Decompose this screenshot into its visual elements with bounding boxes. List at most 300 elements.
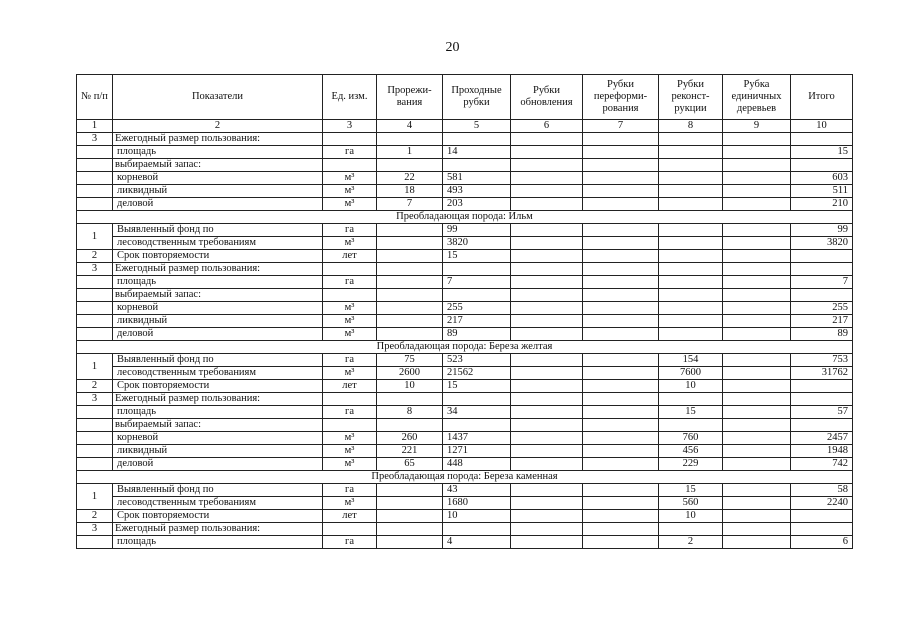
value-cell: 760: [659, 432, 723, 445]
row-number: [77, 419, 113, 432]
value-cell: [377, 302, 443, 315]
header-cell: Рубки реконст-рукции: [659, 75, 723, 120]
value-cell: [791, 523, 853, 536]
value-cell: 154: [659, 354, 723, 367]
value-cell: [723, 419, 791, 432]
value-cell: [377, 393, 443, 406]
value-cell: [583, 276, 659, 289]
column-number: 3: [323, 120, 377, 133]
table-row: [77, 133, 853, 146]
value-cell: [511, 497, 583, 510]
column-number: 7: [583, 120, 659, 133]
section-row: [77, 341, 853, 354]
indicator-label: Выявленный фонд по: [113, 224, 323, 237]
column-number: 9: [723, 120, 791, 133]
value-cell: 10: [659, 510, 723, 523]
value-cell: [583, 458, 659, 471]
value-cell: 15: [443, 380, 511, 393]
unit-cell: лет: [323, 510, 377, 523]
value-cell: [511, 367, 583, 380]
unit-cell: м³: [323, 302, 377, 315]
value-cell: 10: [659, 380, 723, 393]
value-cell: [583, 159, 659, 172]
header-cell: Итого: [791, 75, 853, 120]
value-cell: [723, 380, 791, 393]
value-cell: 21562: [443, 367, 511, 380]
indicator-label: корневой: [113, 172, 323, 185]
indicator-label: Ежегодный размер пользования:: [113, 263, 323, 276]
row-number: 2: [77, 380, 113, 393]
value-cell: [443, 159, 511, 172]
row-number: [77, 406, 113, 419]
value-cell: [723, 146, 791, 159]
value-cell: 2600: [377, 367, 443, 380]
value-cell: [659, 146, 723, 159]
value-cell: [583, 185, 659, 198]
row-number: [77, 198, 113, 211]
row-number: 2: [77, 250, 113, 263]
indicator-label: Выявленный фонд по: [113, 484, 323, 497]
column-number: 4: [377, 120, 443, 133]
value-cell: [443, 133, 511, 146]
value-cell: 10: [377, 380, 443, 393]
row-number: 3: [77, 133, 113, 146]
value-cell: 6: [791, 536, 853, 549]
table-row: [77, 419, 853, 432]
value-cell: [377, 523, 443, 536]
row-number: [77, 159, 113, 172]
forest-use-table: [76, 74, 853, 549]
value-cell: [583, 198, 659, 211]
value-cell: 2: [659, 536, 723, 549]
value-cell: [511, 419, 583, 432]
value-cell: [511, 185, 583, 198]
value-cell: [377, 328, 443, 341]
section-title: Преобладающая порода: Береза желтая: [77, 341, 853, 354]
indicator-label: ликвидный: [113, 445, 323, 458]
column-number: 2: [113, 120, 323, 133]
unit-cell: га: [323, 536, 377, 549]
indicator-label: выбираемый запас:: [113, 159, 323, 172]
value-cell: [723, 250, 791, 263]
value-cell: [659, 224, 723, 237]
value-cell: 255: [791, 302, 853, 315]
value-cell: [511, 250, 583, 263]
section-row: [77, 471, 853, 484]
value-cell: [511, 276, 583, 289]
value-cell: [511, 432, 583, 445]
value-cell: [659, 172, 723, 185]
value-cell: [511, 146, 583, 159]
unit-cell: м³: [323, 445, 377, 458]
value-cell: 3820: [443, 237, 511, 250]
value-cell: [583, 224, 659, 237]
value-cell: [723, 393, 791, 406]
value-cell: [583, 315, 659, 328]
value-cell: 260: [377, 432, 443, 445]
value-cell: [583, 172, 659, 185]
value-cell: 221: [377, 445, 443, 458]
value-cell: [723, 354, 791, 367]
value-cell: [791, 263, 853, 276]
value-cell: [659, 315, 723, 328]
value-cell: 1437: [443, 432, 511, 445]
indicator-label: Срок повторяемости: [113, 380, 323, 393]
value-cell: [377, 224, 443, 237]
indicator-label: выбираемый запас:: [113, 289, 323, 302]
value-cell: 753: [791, 354, 853, 367]
value-cell: [583, 250, 659, 263]
value-cell: [511, 406, 583, 419]
row-number: 3: [77, 523, 113, 536]
column-number: 10: [791, 120, 853, 133]
table-row: [77, 367, 853, 380]
value-cell: [659, 289, 723, 302]
value-cell: 742: [791, 458, 853, 471]
indicator-label: корневой: [113, 432, 323, 445]
unit-cell: [323, 133, 377, 146]
table-row: [77, 289, 853, 302]
value-cell: [511, 172, 583, 185]
value-cell: [377, 276, 443, 289]
value-cell: [511, 328, 583, 341]
value-cell: 3820: [791, 237, 853, 250]
value-cell: 18: [377, 185, 443, 198]
value-cell: [659, 302, 723, 315]
value-cell: [511, 354, 583, 367]
value-cell: [377, 250, 443, 263]
value-cell: 456: [659, 445, 723, 458]
table-row: [77, 497, 853, 510]
value-cell: [723, 224, 791, 237]
row-number: [77, 315, 113, 328]
value-cell: 8: [377, 406, 443, 419]
table-row: [77, 159, 853, 172]
value-cell: [659, 198, 723, 211]
value-cell: [377, 497, 443, 510]
value-cell: 43: [443, 484, 511, 497]
table-row: [77, 445, 853, 458]
unit-cell: [323, 159, 377, 172]
table-row: [77, 315, 853, 328]
value-cell: 15: [443, 250, 511, 263]
value-cell: [511, 224, 583, 237]
unit-cell: [323, 419, 377, 432]
value-cell: [583, 354, 659, 367]
value-cell: [443, 393, 511, 406]
value-cell: [377, 133, 443, 146]
value-cell: [723, 133, 791, 146]
header-cell: Рубка единичных деревьев: [723, 75, 791, 120]
value-cell: 511: [791, 185, 853, 198]
unit-cell: м³: [323, 367, 377, 380]
table-row: [77, 510, 853, 523]
column-number: 6: [511, 120, 583, 133]
indicator-label: деловой: [113, 458, 323, 471]
indicator-label: площадь: [113, 276, 323, 289]
header-cell: Проходные рубки: [443, 75, 511, 120]
value-cell: [791, 393, 853, 406]
table-row: [77, 172, 853, 185]
indicator-label: деловой: [113, 198, 323, 211]
row-number: 1: [77, 484, 113, 510]
value-cell: [723, 458, 791, 471]
value-cell: 229: [659, 458, 723, 471]
value-cell: [511, 523, 583, 536]
table-row: [77, 406, 853, 419]
indicator-label: Ежегодный размер пользования:: [113, 523, 323, 536]
value-cell: [791, 289, 853, 302]
table-row: [77, 250, 853, 263]
value-cell: 210: [791, 198, 853, 211]
header-cell: Ед. изм.: [323, 75, 377, 120]
unit-cell: га: [323, 276, 377, 289]
value-cell: [723, 510, 791, 523]
unit-cell: м³: [323, 458, 377, 471]
value-cell: [723, 328, 791, 341]
table-row: [77, 432, 853, 445]
indicator-label: деловой: [113, 328, 323, 341]
value-cell: 2457: [791, 432, 853, 445]
value-cell: [723, 445, 791, 458]
value-cell: [511, 237, 583, 250]
indicator-label: Срок повторяемости: [113, 250, 323, 263]
value-cell: [659, 185, 723, 198]
unit-cell: [323, 393, 377, 406]
indicator-label: лесоводственным требованиям: [113, 497, 323, 510]
value-cell: [723, 185, 791, 198]
value-cell: [659, 250, 723, 263]
value-cell: [723, 276, 791, 289]
value-cell: [377, 263, 443, 276]
value-cell: [583, 263, 659, 276]
column-number-row: [77, 120, 853, 133]
row-number: 3: [77, 393, 113, 406]
value-cell: 99: [791, 224, 853, 237]
value-cell: 523: [443, 354, 511, 367]
unit-cell: га: [323, 406, 377, 419]
section-row: [77, 211, 853, 224]
value-cell: [377, 289, 443, 302]
unit-cell: м³: [323, 172, 377, 185]
value-cell: [511, 445, 583, 458]
unit-cell: м³: [323, 185, 377, 198]
row-number: [77, 185, 113, 198]
table-row: [77, 484, 853, 497]
table-row: [77, 276, 853, 289]
value-cell: [377, 237, 443, 250]
row-number: [77, 445, 113, 458]
value-cell: 99: [443, 224, 511, 237]
value-cell: 1680: [443, 497, 511, 510]
value-cell: [659, 393, 723, 406]
value-cell: [791, 159, 853, 172]
header-cell: Показатели: [113, 75, 323, 120]
value-cell: [723, 315, 791, 328]
unit-cell: [323, 289, 377, 302]
value-cell: [791, 510, 853, 523]
unit-cell: га: [323, 354, 377, 367]
unit-cell: лет: [323, 380, 377, 393]
value-cell: 7: [443, 276, 511, 289]
row-number: [77, 302, 113, 315]
indicator-label: ликвидный: [113, 315, 323, 328]
value-cell: 1948: [791, 445, 853, 458]
value-cell: [659, 133, 723, 146]
value-cell: [443, 523, 511, 536]
indicator-label: корневой: [113, 302, 323, 315]
value-cell: [659, 523, 723, 536]
unit-cell: га: [323, 484, 377, 497]
header-row: [77, 75, 853, 120]
value-cell: [723, 432, 791, 445]
value-cell: 75: [377, 354, 443, 367]
header-cell: № п/п: [77, 75, 113, 120]
value-cell: [659, 237, 723, 250]
table-row: [77, 302, 853, 315]
value-cell: [377, 510, 443, 523]
unit-cell: [323, 523, 377, 536]
row-number: 1: [77, 224, 113, 250]
table-row: [77, 328, 853, 341]
indicator-label: Ежегодный размер пользования:: [113, 133, 323, 146]
header-cell: Рубки переформи-рования: [583, 75, 659, 120]
value-cell: 89: [791, 328, 853, 341]
column-number: 8: [659, 120, 723, 133]
indicator-label: Ежегодный размер пользования:: [113, 393, 323, 406]
value-cell: 493: [443, 185, 511, 198]
value-cell: [511, 380, 583, 393]
value-cell: [583, 289, 659, 302]
value-cell: 14: [443, 146, 511, 159]
value-cell: [511, 393, 583, 406]
value-cell: 203: [443, 198, 511, 211]
indicator-label: ликвидный: [113, 185, 323, 198]
value-cell: 7: [377, 198, 443, 211]
value-cell: [723, 263, 791, 276]
row-number: 2: [77, 510, 113, 523]
indicator-label: площадь: [113, 146, 323, 159]
value-cell: [511, 198, 583, 211]
value-cell: [583, 302, 659, 315]
row-number: [77, 328, 113, 341]
table-row: [77, 224, 853, 237]
value-cell: [659, 328, 723, 341]
value-cell: 10: [443, 510, 511, 523]
unit-cell: га: [323, 146, 377, 159]
value-cell: 560: [659, 497, 723, 510]
value-cell: 217: [443, 315, 511, 328]
table-row: [77, 185, 853, 198]
value-cell: [511, 510, 583, 523]
value-cell: [377, 484, 443, 497]
unit-cell: м³: [323, 198, 377, 211]
value-cell: [443, 419, 511, 432]
value-cell: [377, 419, 443, 432]
value-cell: [583, 406, 659, 419]
value-cell: 15: [659, 406, 723, 419]
value-cell: [511, 458, 583, 471]
value-cell: [583, 146, 659, 159]
table-row: [77, 536, 853, 549]
value-cell: [511, 289, 583, 302]
value-cell: [723, 406, 791, 419]
value-cell: [659, 419, 723, 432]
header-cell: Прорежи-вания: [377, 75, 443, 120]
row-number: [77, 289, 113, 302]
indicator-label: площадь: [113, 406, 323, 419]
indicator-label: лесоводственным требованиям: [113, 367, 323, 380]
indicator-label: лесоводственным требованиям: [113, 237, 323, 250]
value-cell: [723, 367, 791, 380]
value-cell: [723, 536, 791, 549]
section-title: Преобладающая порода: Береза каменная: [77, 471, 853, 484]
section-title: Преобладающая порода: Ильм: [77, 211, 853, 224]
indicator-label: Срок повторяемости: [113, 510, 323, 523]
value-cell: [583, 536, 659, 549]
value-cell: 1: [377, 146, 443, 159]
value-cell: 89: [443, 328, 511, 341]
unit-cell: м³: [323, 328, 377, 341]
indicator-label: Выявленный фонд по: [113, 354, 323, 367]
value-cell: 31762: [791, 367, 853, 380]
value-cell: [723, 237, 791, 250]
value-cell: [583, 432, 659, 445]
value-cell: 22: [377, 172, 443, 185]
table-row: [77, 146, 853, 159]
value-cell: 58: [791, 484, 853, 497]
value-cell: 4: [443, 536, 511, 549]
column-number: 1: [77, 120, 113, 133]
table-row: [77, 380, 853, 393]
value-cell: [377, 315, 443, 328]
value-cell: [511, 159, 583, 172]
value-cell: 34: [443, 406, 511, 419]
value-cell: [583, 367, 659, 380]
value-cell: [659, 159, 723, 172]
row-number: 3: [77, 263, 113, 276]
table-row: [77, 523, 853, 536]
value-cell: [583, 393, 659, 406]
value-cell: [791, 419, 853, 432]
unit-cell: га: [323, 224, 377, 237]
value-cell: 581: [443, 172, 511, 185]
value-cell: [583, 445, 659, 458]
row-number: [77, 276, 113, 289]
value-cell: [583, 133, 659, 146]
row-number: [77, 172, 113, 185]
unit-cell: [323, 263, 377, 276]
value-cell: [511, 263, 583, 276]
table-row: [77, 198, 853, 211]
value-cell: 15: [659, 484, 723, 497]
value-cell: [511, 315, 583, 328]
row-number: [77, 536, 113, 549]
row-number: [77, 458, 113, 471]
table-row: [77, 458, 853, 471]
unit-cell: м³: [323, 432, 377, 445]
column-number: 5: [443, 120, 511, 133]
value-cell: [583, 237, 659, 250]
page-number: 20: [445, 40, 460, 55]
unit-cell: м³: [323, 237, 377, 250]
table-row: [77, 237, 853, 250]
value-cell: [511, 484, 583, 497]
value-cell: 15: [791, 146, 853, 159]
value-cell: [791, 133, 853, 146]
value-cell: [791, 380, 853, 393]
value-cell: [377, 159, 443, 172]
